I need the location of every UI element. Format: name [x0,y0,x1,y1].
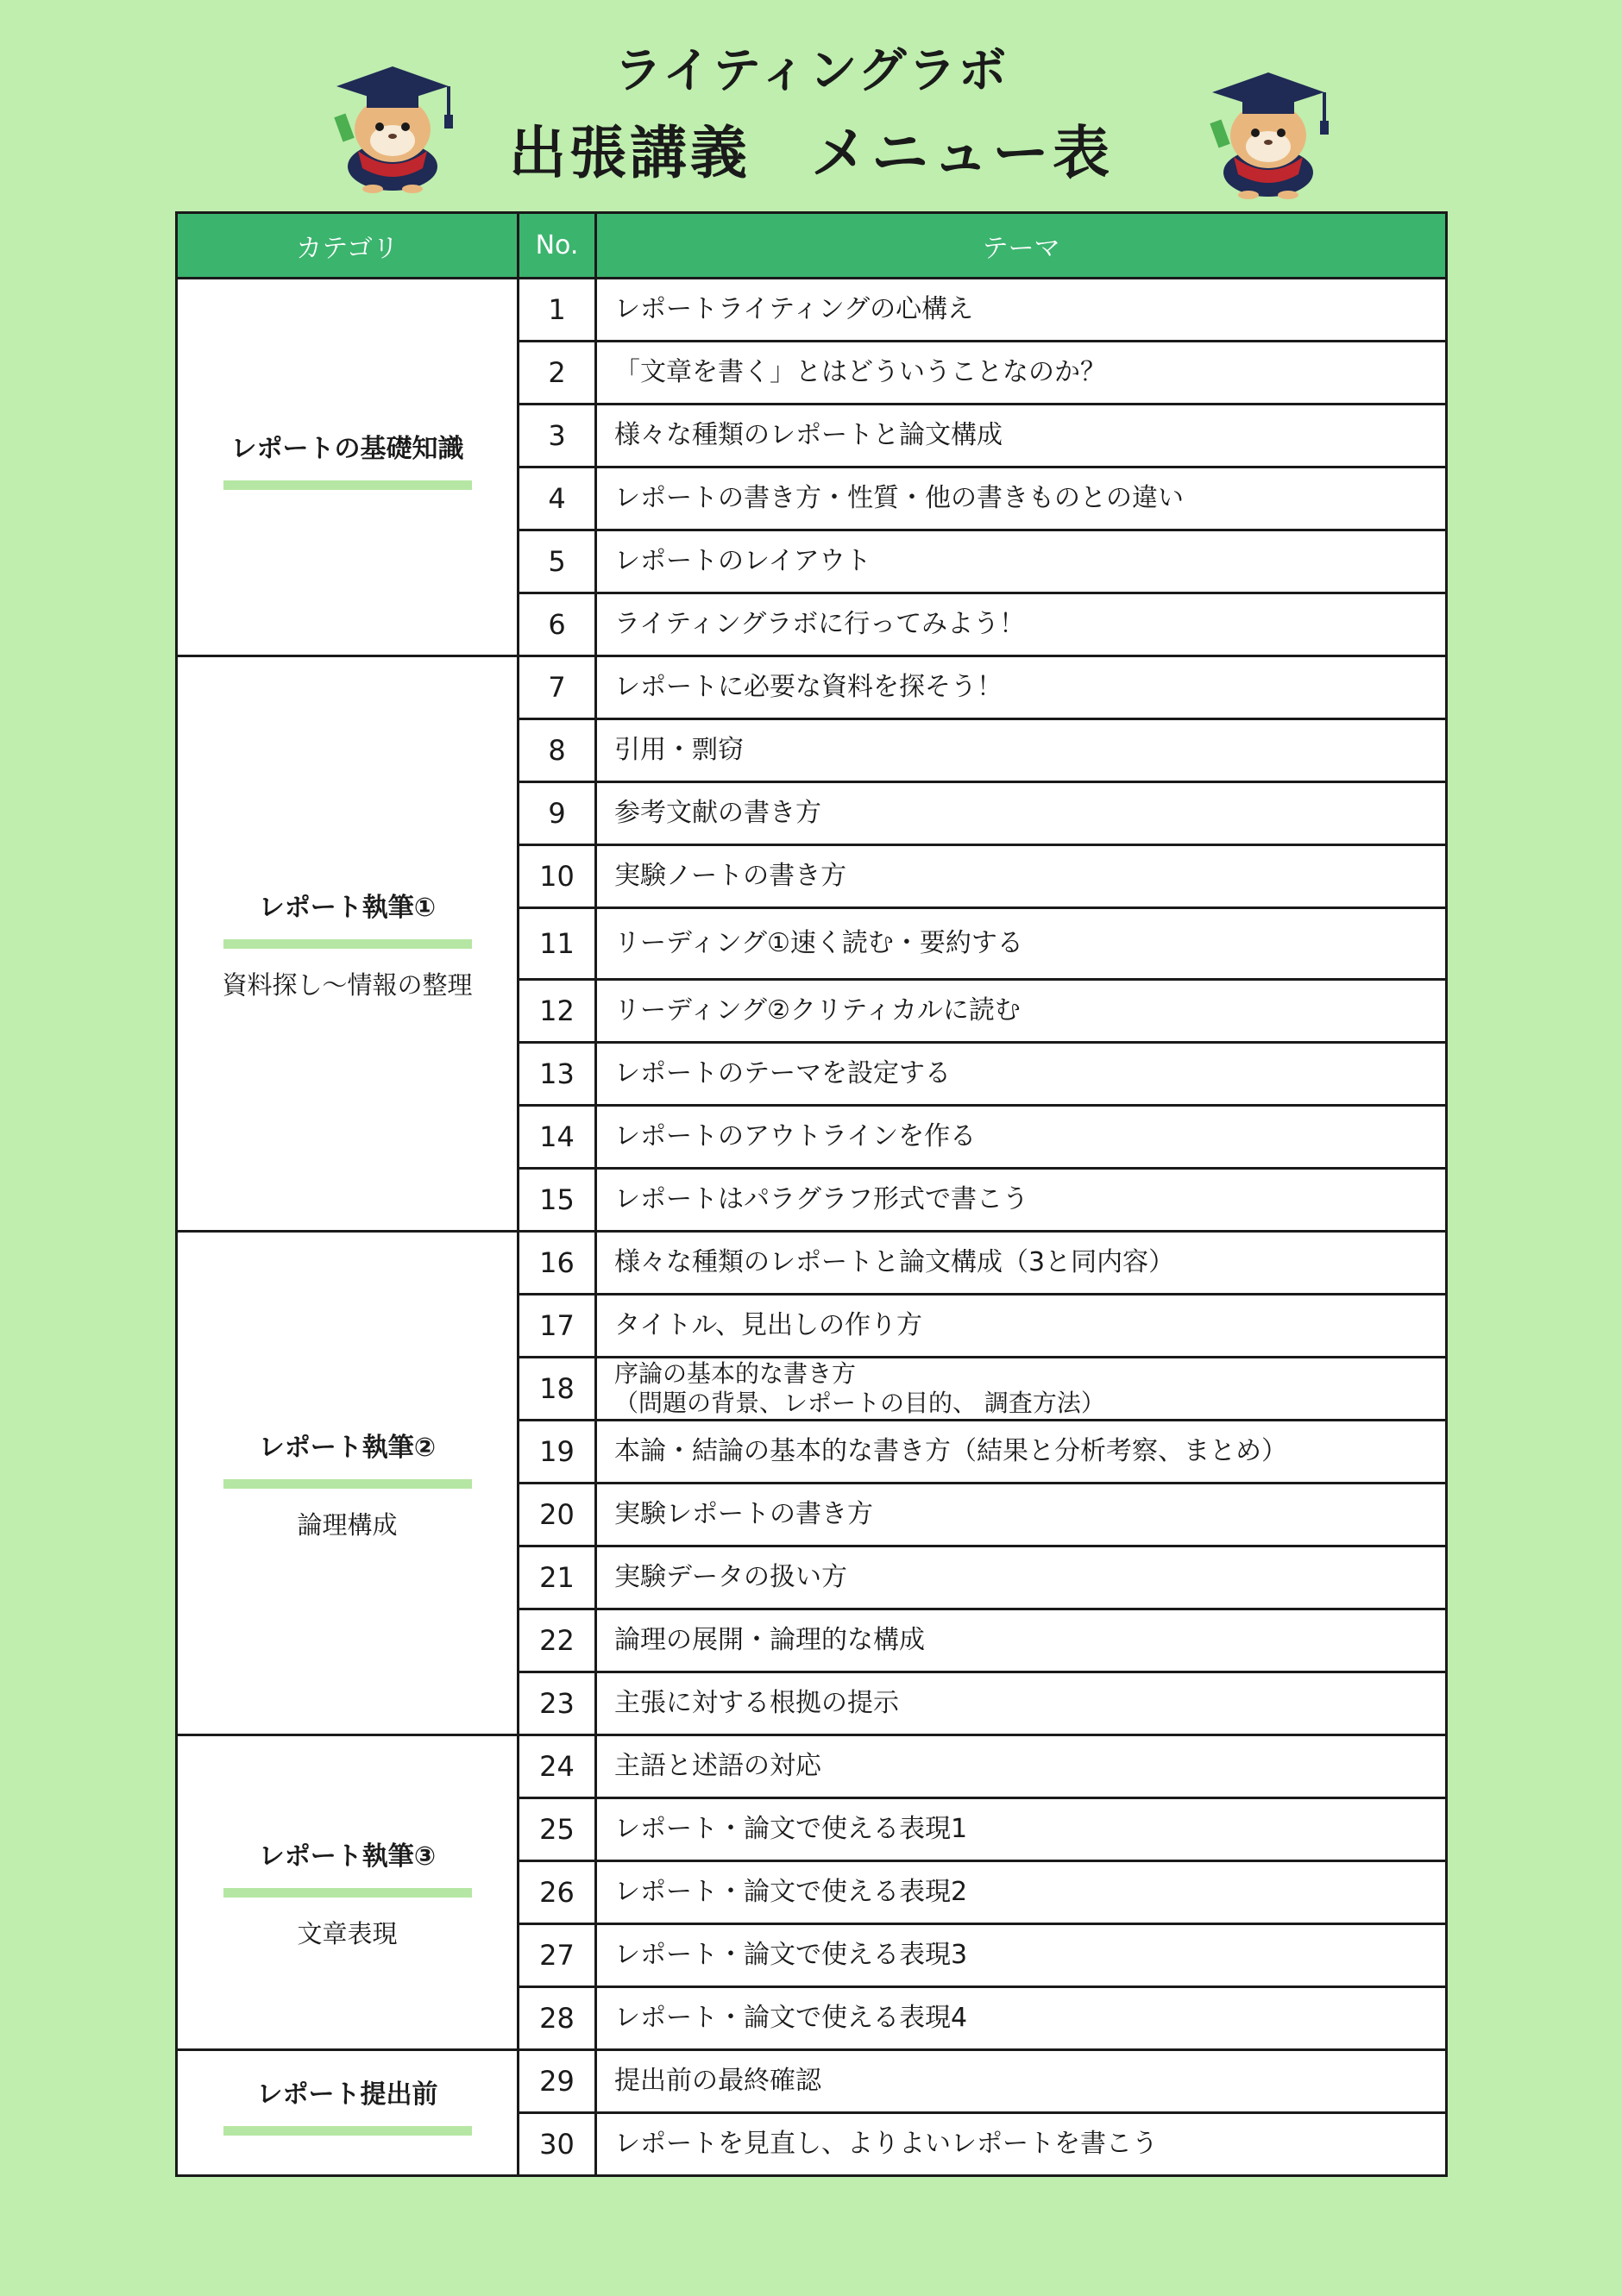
column-header-theme: テーマ [596,213,1447,279]
row-number: 20 [519,1484,596,1546]
category-underline [223,1888,472,1898]
category-title: レポート執筆③ [258,1841,437,1872]
row-theme: レポート・論文で使える表現4 [596,1987,1447,2050]
row-theme: 様々な種類のレポートと論文構成 [596,405,1447,467]
row-number: 15 [519,1169,596,1232]
category-underline [223,2126,472,2136]
row-theme: レポート・論文で使える表現2 [596,1861,1447,1924]
row-theme: 実験ノートの書き方 [596,845,1447,908]
row-number: 22 [519,1609,596,1672]
column-header-category: カテゴリ [177,213,519,279]
row-theme: リーディング②クリティカルに読む [596,980,1447,1043]
row-number: 5 [519,530,596,593]
row-number: 6 [519,593,596,656]
row-theme: 主語と述語の対応 [596,1735,1447,1798]
row-theme: ライティングラボに行ってみよう！ [596,593,1447,656]
row-theme: 実験レポートの書き方 [596,1484,1447,1546]
row-number: 23 [519,1672,596,1735]
row-theme: 様々な種類のレポートと論文構成（3と同内容） [596,1232,1447,1295]
category-underline [223,480,472,490]
page-header [0,0,1622,207]
row-theme: レポートのアウトラインを作る [596,1106,1447,1169]
row-theme: レポートを見直し、よりよいレポートを書こう [596,2113,1447,2176]
table-row [177,279,1447,342]
row-theme: 引用・剽窃 [596,719,1447,782]
row-theme-line1: 序論の基本的な書き方 [614,1359,857,1388]
table-row [177,1735,1447,1798]
category-underline [223,1479,472,1489]
category-cell [177,279,519,656]
row-theme [596,1358,1447,1421]
row-number: 18 [519,1358,596,1421]
row-number: 8 [519,719,596,782]
page-title-line2: 出張講義 メニュー表 [509,120,1113,186]
category-cell [177,2050,519,2176]
category-cell [177,1735,519,2050]
category-cell [177,656,519,1232]
row-number: 13 [519,1043,596,1106]
category-subtitle: 資料探し～情報の整理 [222,970,473,1000]
category-title: レポートの基礎知識 [230,434,464,464]
table-row [177,656,1447,719]
row-number: 29 [519,2050,596,2113]
table-row [177,2050,1447,2113]
row-theme: レポートのレイアウト [596,530,1447,593]
row-number: 11 [519,908,596,980]
row-theme: レポートライティングの心構え [596,279,1447,342]
row-theme: レポート・論文で使える表現1 [596,1798,1447,1861]
page-title-line1: ライティングラボ [613,43,1009,99]
row-number: 24 [519,1735,596,1798]
row-number: 10 [519,845,596,908]
column-header-number: No. [519,213,596,279]
row-number: 28 [519,1987,596,2050]
row-number: 17 [519,1295,596,1358]
row-theme: タイトル、見出しの作り方 [596,1295,1447,1358]
row-number: 9 [519,782,596,845]
row-theme: 本論・結論の基本的な書き方（結果と分析考察、まとめ） [596,1421,1447,1484]
row-number: 3 [519,405,596,467]
category-title: レポート執筆① [258,893,437,923]
row-number: 12 [519,980,596,1043]
row-number: 27 [519,1924,596,1987]
row-number: 16 [519,1232,596,1295]
category-cell [177,1232,519,1735]
row-theme: レポート・論文で使える表現3 [596,1924,1447,1987]
row-theme: 論理の展開・論理的な構成 [596,1609,1447,1672]
row-theme: 実験データの扱い方 [596,1546,1447,1609]
row-number: 7 [519,656,596,719]
row-number: 4 [519,467,596,530]
row-theme-line2: （問題の背景、レポートの目的、 調査方法） [614,1389,1105,1417]
row-theme: 参考文献の書き方 [596,782,1447,845]
row-theme: レポートに必要な資料を探そう！ [596,656,1447,719]
row-theme: レポートのテーマを設定する [596,1043,1447,1106]
row-number: 2 [519,342,596,405]
row-number: 19 [519,1421,596,1484]
category-title: レポート執筆② [258,1432,437,1463]
menu-table [175,211,1448,2177]
row-number: 30 [519,2113,596,2176]
table-row [177,1232,1447,1295]
row-theme: 主張に対する根拠の提示 [596,1672,1447,1735]
row-number: 25 [519,1798,596,1861]
row-theme: レポートの書き方・性質・他の書きものとの違い [596,467,1447,530]
graduate-hamster-mascot-icon [1195,53,1342,200]
category-title: レポート提出前 [256,2080,438,2110]
row-theme: リーディング①速く読む・要約する [596,908,1447,980]
row-number: 26 [519,1861,596,1924]
row-number: 1 [519,279,596,342]
row-number: 21 [519,1546,596,1609]
category-underline [223,939,472,949]
row-theme: 「文章を書く」とはどういうことなのか？ [596,342,1447,405]
row-number: 14 [519,1106,596,1169]
category-subtitle: 論理構成 [297,1509,398,1540]
category-subtitle: 文章表現 [297,1919,398,1948]
table-header-row [177,213,1447,279]
row-theme: レポートはパラグラフ形式で書こう [596,1169,1447,1232]
row-theme: 提出前の最終確認 [596,2050,1447,2113]
